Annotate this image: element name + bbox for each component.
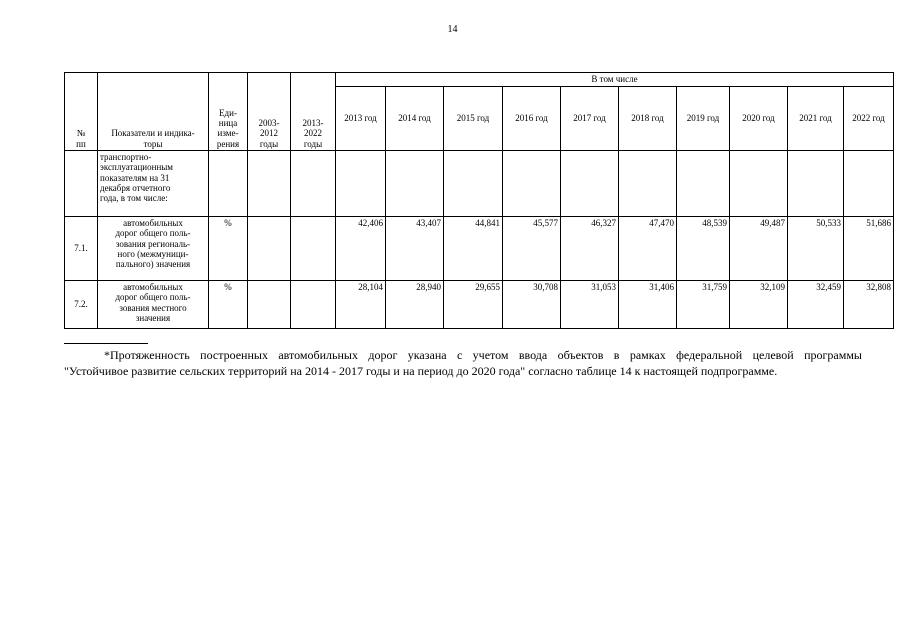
header-year: 2015 год bbox=[444, 87, 503, 151]
row-year-value bbox=[844, 151, 894, 217]
header-year: 2022 год bbox=[844, 87, 894, 151]
row-label: автомобильных дорог общего поль- зования региональ- ного (межмуници- пального) значения bbox=[98, 217, 209, 281]
row-year-value bbox=[561, 151, 619, 217]
row-unit bbox=[209, 151, 248, 217]
page-number: 14 bbox=[447, 24, 458, 35]
header-no: № пп bbox=[65, 73, 98, 151]
row-year-value: 46,327 bbox=[561, 217, 619, 281]
row-year-value: 43,407 bbox=[386, 217, 444, 281]
table-body bbox=[65, 151, 894, 329]
row-year-value: 28,104 bbox=[336, 281, 386, 329]
table-row bbox=[65, 151, 894, 217]
row-year-value: 32,808 bbox=[844, 281, 894, 329]
table-row bbox=[65, 281, 894, 329]
row-year-value: 50,533 bbox=[788, 217, 844, 281]
row-period-2013-2022 bbox=[291, 281, 336, 329]
row-year-value bbox=[619, 151, 677, 217]
row-year-value: 49,487 bbox=[730, 217, 788, 281]
row-year-value bbox=[386, 151, 444, 217]
row-year-value bbox=[677, 151, 730, 217]
row-year-value: 45,577 bbox=[503, 217, 561, 281]
header-year: 2016 год bbox=[503, 87, 561, 151]
row-year-value bbox=[444, 151, 503, 217]
row-year-value bbox=[503, 151, 561, 217]
row-year-value: 28,940 bbox=[386, 281, 444, 329]
row-year-value bbox=[788, 151, 844, 217]
row-year-value: 32,459 bbox=[788, 281, 844, 329]
row-year-value: 47,470 bbox=[619, 217, 677, 281]
row-year-value: 31,406 bbox=[619, 281, 677, 329]
row-year-value bbox=[336, 151, 386, 217]
footnote-rule bbox=[64, 343, 148, 344]
header-year: 2014 год bbox=[386, 87, 444, 151]
header-year: 2020 год bbox=[730, 87, 788, 151]
header-year: 2021 год bbox=[788, 87, 844, 151]
header-period-2013-2022: 2013- 2022 годы bbox=[291, 73, 336, 151]
header-year: 2017 год bbox=[561, 87, 619, 151]
header-year: 2018 год bbox=[619, 87, 677, 151]
indicators-table bbox=[64, 72, 894, 329]
footnote-line-1: *Протяженность построенных автомобильных дорог указана с учетом ввода объектов в рамках федеральной целевой программы bbox=[104, 348, 862, 362]
header-year: 2019 год bbox=[677, 87, 730, 151]
table-row bbox=[65, 217, 894, 281]
row-label: транспортно- эксплуатационным показателям на 31 декабря отчетного года, в том числе: bbox=[98, 151, 209, 217]
row-number bbox=[65, 151, 98, 217]
row-period-2013-2022 bbox=[291, 217, 336, 281]
row-year-value: 44,841 bbox=[444, 217, 503, 281]
row-year-value: 31,759 bbox=[677, 281, 730, 329]
header-year: 2013 год bbox=[336, 87, 386, 151]
row-period-2013-2022 bbox=[291, 151, 336, 217]
row-year-value: 32,109 bbox=[730, 281, 788, 329]
header-indicator: Показатели и индика- торы bbox=[98, 73, 209, 151]
row-year-value bbox=[730, 151, 788, 217]
header-including: В том числе bbox=[336, 73, 894, 87]
row-period-2003-2012 bbox=[248, 217, 291, 281]
row-year-value: 48,539 bbox=[677, 217, 730, 281]
row-year-value: 51,686 bbox=[844, 217, 894, 281]
row-year-value: 29,655 bbox=[444, 281, 503, 329]
row-year-value: 30,708 bbox=[503, 281, 561, 329]
row-label: автомобильных дорог общего поль- зования местного значения bbox=[98, 281, 209, 329]
row-unit: % bbox=[209, 217, 248, 281]
header-period-2003-2012: 2003- 2012 годы bbox=[248, 73, 291, 151]
row-number: 7.2. bbox=[65, 281, 98, 329]
row-number: 7.1. bbox=[65, 217, 98, 281]
row-period-2003-2012 bbox=[248, 281, 291, 329]
row-period-2003-2012 bbox=[248, 151, 291, 217]
row-year-value: 42,406 bbox=[336, 217, 386, 281]
footnote bbox=[64, 347, 862, 379]
header-unit: Еди- ница изме- рения bbox=[209, 73, 248, 151]
row-year-value: 31,053 bbox=[561, 281, 619, 329]
footnote-line-2: "Устойчивое развитие сельских территорий на 2014 - 2017 годы и на период до 2020 года" согласно таблице 14 к настоящей подпрограмме. bbox=[64, 364, 778, 378]
row-unit: % bbox=[209, 281, 248, 329]
